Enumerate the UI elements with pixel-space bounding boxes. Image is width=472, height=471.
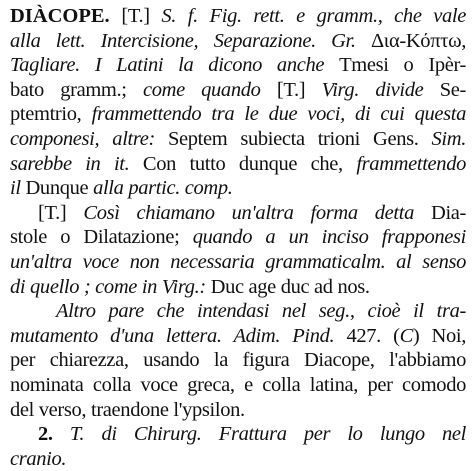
italic-text: sarebbe in it.	[10, 152, 143, 175]
italic-text: componesi, altre:	[10, 127, 168, 150]
roman-text: bato gramm.;	[10, 78, 143, 101]
italic-text: Altro pare che intendasi nel seg., cioè il tra-	[56, 300, 466, 323]
roman-text: [T.]	[276, 78, 322, 101]
italic-text: come quando	[142, 78, 277, 101]
roman-text: Se-	[439, 78, 467, 101]
entry-line	[10, 53, 466, 78]
roman-text: Con tutto dunque che,	[142, 152, 357, 175]
italic-text: di quello ; come in Virg.:	[10, 275, 211, 298]
roman-text: Δια-Κόπτω,	[370, 29, 466, 52]
italic-text: alla lett. Intercisione, Separazione. Gr.	[10, 29, 371, 52]
roman-text: ptemtrio,	[10, 103, 92, 126]
entry-line	[10, 78, 466, 103]
italic-text: frammettendo	[356, 152, 466, 175]
entry-line	[10, 102, 466, 127]
entry-headword: DIÀCOPE.	[10, 5, 110, 27]
italic-text: frammettendo tra le due voci, di cui questa	[91, 103, 466, 126]
italic-text: mutamento d'una lettera. Adim. Pind.	[10, 324, 347, 347]
entry-line	[10, 422, 466, 447]
roman-text: Tmesi o Ipèr-	[339, 54, 467, 77]
entry-line	[10, 176, 466, 201]
italic-text: Virg. divide	[321, 78, 440, 101]
italic-text: il	[10, 177, 26, 200]
entry-line	[10, 127, 466, 152]
roman-text: Duc age duc ad nos.	[210, 275, 370, 298]
entry-line	[10, 250, 466, 275]
entry-line	[10, 299, 466, 324]
roman-text: per chiarezza, usando la figura Diacope, l'abbiamo	[10, 349, 466, 372]
roman-text: Dunque	[25, 177, 94, 200]
italic-text: C	[399, 324, 413, 347]
italic-text: S. f. Fig. rett. e gramm., che vale	[161, 5, 466, 27]
italic-text: Così chiamano un'altra forma detta	[83, 201, 431, 224]
roman-text: 427. (	[346, 324, 400, 347]
roman-text: del verso, traendone l'ypsilon.	[10, 398, 245, 421]
entry-line	[10, 201, 466, 226]
roman-text: stole o Dilatazione;	[10, 226, 193, 249]
entry-line	[10, 398, 466, 423]
entry-line	[10, 324, 466, 349]
entry-line	[10, 348, 466, 373]
italic-text: un'altra voce non necessaria grammaticalm. al senso	[10, 250, 466, 273]
roman-text: [T.]	[38, 201, 84, 224]
italic-text: Sim.	[431, 127, 466, 150]
italic-text: quando a un inciso frapponesi	[192, 226, 467, 249]
roman-text: Septem subiecta trioni Gens.	[167, 127, 432, 150]
italic-text: alla partic. comp.	[93, 177, 233, 200]
roman-text: [T.]	[109, 5, 162, 27]
italic-text: cranio.	[10, 447, 67, 470]
italic-text: T. di Chirurg. Frattura per lo lungo nel	[69, 423, 466, 446]
italic-text: Tagliare. I Latini la dicono anche	[10, 54, 340, 77]
dictionary-entry	[10, 4, 466, 471]
entry-line	[10, 225, 466, 250]
bold-text: 2.	[38, 423, 70, 446]
entry-line	[10, 373, 466, 398]
roman-text: Dia-	[430, 201, 467, 224]
entry-line	[10, 152, 466, 177]
entry-line	[10, 29, 466, 54]
entry-line	[10, 447, 466, 471]
entry-line	[10, 4, 466, 29]
roman-text: nominata colla voce greca, e colla latina, per comodo	[10, 373, 466, 396]
roman-text: ) Noi,	[412, 324, 466, 347]
entry-line	[10, 275, 466, 300]
